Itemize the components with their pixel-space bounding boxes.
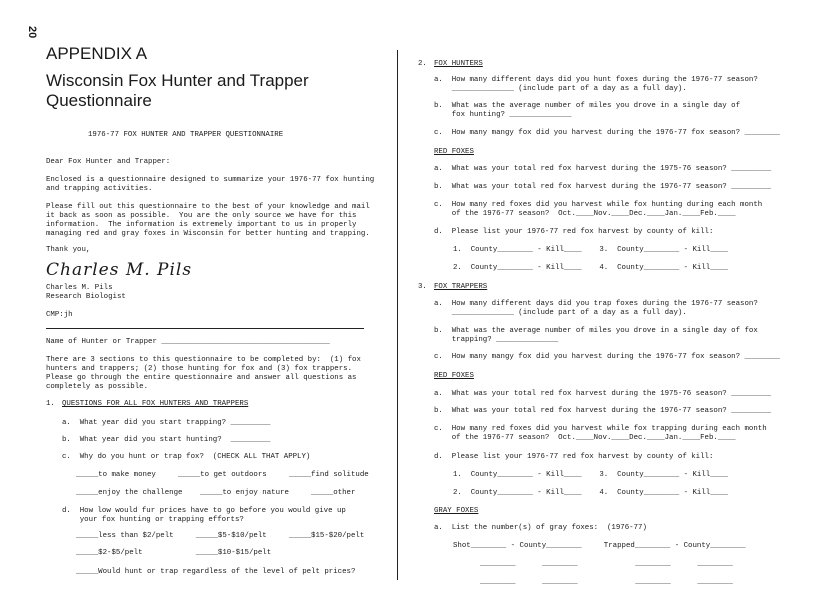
signer-name: Charles M. Pils [46, 284, 113, 292]
question-fur-prices [62, 507, 346, 525]
gray-fox-blank-row[interactable]: ________ ________ ________ ________ [480, 578, 733, 586]
text-line: d. How low would fur prices have to go before you would give up [62, 507, 346, 515]
page-title-line2: Questionnaire [46, 91, 152, 110]
signature: Charles M. Pils [46, 260, 193, 280]
question-trap-mangy[interactable]: c. How many mangy fox did you harvest during the 1976-77 fox season? ________ [434, 353, 780, 361]
reason-options-row1[interactable]: _____to make money _____to get outdoors _____find solitude [76, 471, 369, 479]
text-line[interactable]: of the 1976-77 season? Oct.____Nov.____Dec.____Jan.____Feb.____ [434, 210, 736, 218]
section-2-heading: FOX HUNTERS [434, 60, 483, 68]
text-line: There are 3 sections to this questionnaire to be completed by: (1) fox [46, 356, 361, 364]
question-start-trapping[interactable]: a. What year did you start trapping? _________ [62, 419, 271, 427]
appendix-label: APPENDIX A [46, 44, 148, 63]
question-trap-red-7677[interactable]: b. What was your total red fox harvest during the 1976-77 season? _________ [434, 407, 772, 415]
text-line: hunters and trappers; (2) those hunting for fox and (3) fox trappers. [46, 365, 353, 373]
question-why-hunt: c. Why do you hunt or trap fox? (CHECK ALL THAT APPLY) [62, 453, 311, 461]
text-line: it back as soon as possible. You are the only source we have for this [46, 212, 357, 220]
county-row-2[interactable]: 2. County________ - Kill____ 4. County________ - Kill____ [453, 264, 728, 272]
section-2-number: 2. [418, 60, 427, 68]
text-line: Please fill out this questionnaire to the best of your knowledge and mail [46, 203, 370, 211]
question-red-county: d. Please list your 1976-77 red fox harvest by county of kill: [434, 228, 714, 236]
text-line[interactable]: trapping? ______________ [434, 336, 559, 344]
text-line: and trapping activities. [46, 185, 153, 193]
form-title: 1976-77 FOX HUNTER AND TRAPPER QUESTIONNAIRE [88, 131, 284, 139]
text-line: c. How many red foxes did you harvest while fox hunting during each month [434, 201, 763, 209]
section-3-heading: FOX TRAPPERS [434, 283, 488, 291]
question-start-hunting[interactable]: b. What year did you start hunting? _________ [62, 436, 271, 444]
question-red-monthly [434, 201, 762, 219]
column-divider [397, 50, 398, 580]
text-line: a. How many different days did you hunt foxes during the 1976-77 season? [434, 76, 758, 84]
text-line[interactable]: ______________ (include part of a day as a full day). [434, 85, 687, 93]
separator-line [46, 328, 364, 329]
text-line: b. What was the average number of miles you drove in a single day of [434, 102, 741, 110]
text-line: b. What was the average number of miles you drove in a single day of fox [434, 327, 758, 335]
text-line: completely as possible. [46, 383, 149, 391]
question-trap-red-7576[interactable]: a. What was your total red fox harvest during the 1975-76 season? _________ [434, 390, 772, 398]
page-title-line1: Wisconsin Fox Hunter and Trapper [46, 71, 309, 90]
price-options-row3[interactable]: _____Would hunt or trap regardless of the level of pelt prices? [76, 568, 356, 576]
question-red-7576[interactable]: a. What was your total red fox harvest during the 1975-76 season? _________ [434, 165, 772, 173]
text-line[interactable]: of the 1976-77 season? Oct.____Nov.____Dec.____Jan.____Feb.____ [434, 434, 736, 442]
question-trap-days [434, 300, 758, 318]
text-line: your fox hunting or trapping efforts? [62, 516, 244, 524]
price-options-row1[interactable]: _____less than $2/pelt _____$5-$10/pelt _____$15-$20/pelt [76, 532, 365, 540]
question-gray-count: a. List the number(s) of gray foxes: (1976-77) [434, 524, 647, 532]
text-line: managing red and gray foxes in Wisconsin for better hunting and trapping. [46, 230, 370, 238]
salutation: Dear Fox Hunter and Trapper: [46, 158, 171, 166]
info-paragraph [46, 203, 370, 239]
section-3-gray-heading: GRAY FOXES [434, 507, 479, 515]
county-row-1[interactable]: 1. County________ - Kill____ 3. County________ - Kill____ [453, 246, 728, 254]
closing: Thank you, [46, 246, 91, 254]
trap-county-row-2[interactable]: 2. County________ - Kill____ 4. County________ - Kill____ [453, 489, 728, 497]
trap-county-row-1[interactable]: 1. County________ - Kill____ 3. County________ - Kill____ [453, 471, 728, 479]
text-line[interactable]: fox hunting? ______________ [434, 111, 572, 119]
intro-paragraph [46, 176, 374, 194]
reason-options-row2[interactable]: _____enjoy the challenge _____to enjoy nature _____other [76, 489, 356, 497]
question-trap-red-county: d. Please list your 1976-77 red fox harvest by county of kill: [434, 453, 714, 461]
price-options-row2[interactable]: _____$2-$5/pelt _____$10-$15/pelt [76, 549, 272, 557]
signer-title: Research Biologist [46, 293, 126, 301]
sections-intro [46, 356, 361, 392]
question-trap-miles [434, 327, 758, 345]
text-line: information. The information is extremely important to us in properly [46, 221, 357, 229]
initials: CMP:jh [46, 311, 73, 319]
text-line: Enclosed is a questionnaire designed to summarize your 1976-77 fox hunting [46, 176, 375, 184]
section-3-red-heading: RED FOXES [434, 372, 474, 380]
question-hunt-days [434, 76, 758, 94]
gray-fox-table-header[interactable]: Shot________ - County________ Trapped________ - County________ [453, 542, 746, 550]
section-2-red-heading: RED FOXES [434, 148, 474, 156]
section-1-heading: QUESTIONS FOR ALL FOX HUNTERS AND TRAPPERS [62, 400, 249, 408]
question-trap-red-monthly [434, 425, 767, 443]
question-red-7677[interactable]: b. What was your total red fox harvest during the 1976-77 season? _________ [434, 183, 772, 191]
question-hunt-mangy[interactable]: c. How many mangy fox did you harvest during the 1976-77 fox season? ________ [434, 129, 780, 137]
text-line[interactable]: ______________ (include part of a day as a full day). [434, 309, 687, 317]
text-line: c. How many red foxes did you harvest while fox trapping during each month [434, 425, 767, 433]
question-hunt-miles [434, 102, 740, 120]
text-line: a. How many different days did you trap foxes during the 1976-77 season? [434, 300, 758, 308]
page-number: 20 [26, 26, 38, 39]
gray-fox-blank-row[interactable]: ________ ________ ________ ________ [480, 560, 733, 568]
text-line: Please go through the entire questionnaire and answer all questions as [46, 374, 357, 382]
section-1-number: 1. [46, 400, 55, 408]
section-3-number: 3. [418, 283, 427, 291]
name-field[interactable]: Name of Hunter or Trapper ______________________________________ [46, 338, 330, 346]
